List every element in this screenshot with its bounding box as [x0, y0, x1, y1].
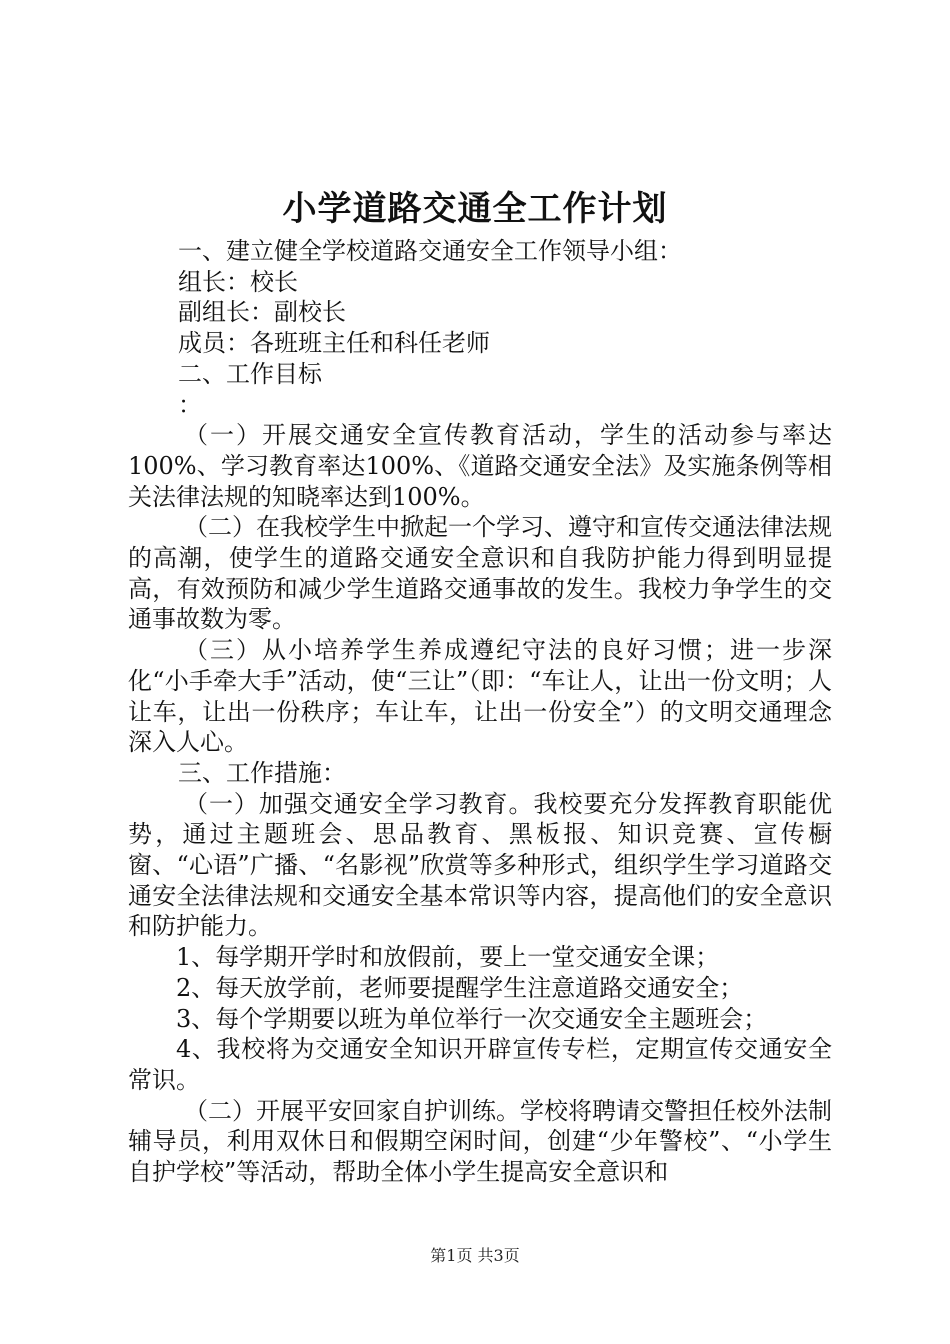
list-item: 2、每天放学前，老师要提醒学生注意道路交通安全；: [176, 973, 744, 1002]
list-item: 3、每个学期要以班为单位举行一次交通安全主题班会；: [176, 1004, 768, 1033]
body-paragraph: （三）从小培养学生养成遵纪守法的良好习惯；进一步深化“小手牵大手”活动，使“三让”（即：“车让人，让出一份文明；人让车，让出一份秩序；车让车，让出一份安全”）的文明交通理念深入人心。: [128, 636, 832, 757]
body-paragraph: （一）开展交通安全宣传教育活动，学生的活动参与率达100%、学习教育率达100%、《道路交通安全法》及实施条例等相关法律法规的知晓率达到100%。: [128, 421, 832, 511]
section-heading: 一、建立健全学校道路交通安全工作领导小组：: [178, 237, 682, 265]
list-item: 1、每学期开学时和放假前，要上一堂交通安全课；: [176, 943, 720, 972]
section-heading: 二、工作目标: [178, 359, 322, 388]
body-line: 组长：校长: [178, 267, 298, 296]
body-line: 成员：各班班主任和科任老师: [178, 329, 490, 358]
body-paragraph: （一）加强交通安全学习教育。我校要充分发挥教育职能优势，通过主题班会、思品教育、黑板报、知识竞赛、宣传橱窗、“心语”广播、“名影视”欣赏等多种形式，组织学生学习道路交通安全法律法规和交通安全基本常识等内容，提高他们的安全意识和防护能力。: [128, 789, 832, 941]
section-heading: 三、工作措施：: [178, 758, 346, 787]
list-item: 4、我校将为交通安全知识开辟宣传专栏，定期宣传交通安全常识。: [128, 1035, 832, 1094]
body-paragraph: （二）开展平安回家自护训练。学校将聘请交警担任校外法制辅导员，利用双休日和假期空闲时间，创建“少年警校”、“小学生自护学校”等活动，帮助全体小学生提高安全意识和: [128, 1096, 832, 1187]
body-line: 副组长：副校长: [178, 298, 346, 327]
body-paragraph: （二）在我校学生中掀起一个学习、遵守和宣传交通法律法规的高潮，使学生的道路交通安全意识和自我防护能力得到明显提高，有效预防和减少学生道路交通事故的发生。我校力争学生的交通事故数为零。: [128, 513, 832, 634]
page-footer: 第1页 共3页: [430, 1246, 520, 1265]
body-line: ：: [178, 390, 202, 419]
document-title: 小学道路交通全工作计划: [282, 189, 668, 229]
document-body: [128, 236, 832, 1188]
